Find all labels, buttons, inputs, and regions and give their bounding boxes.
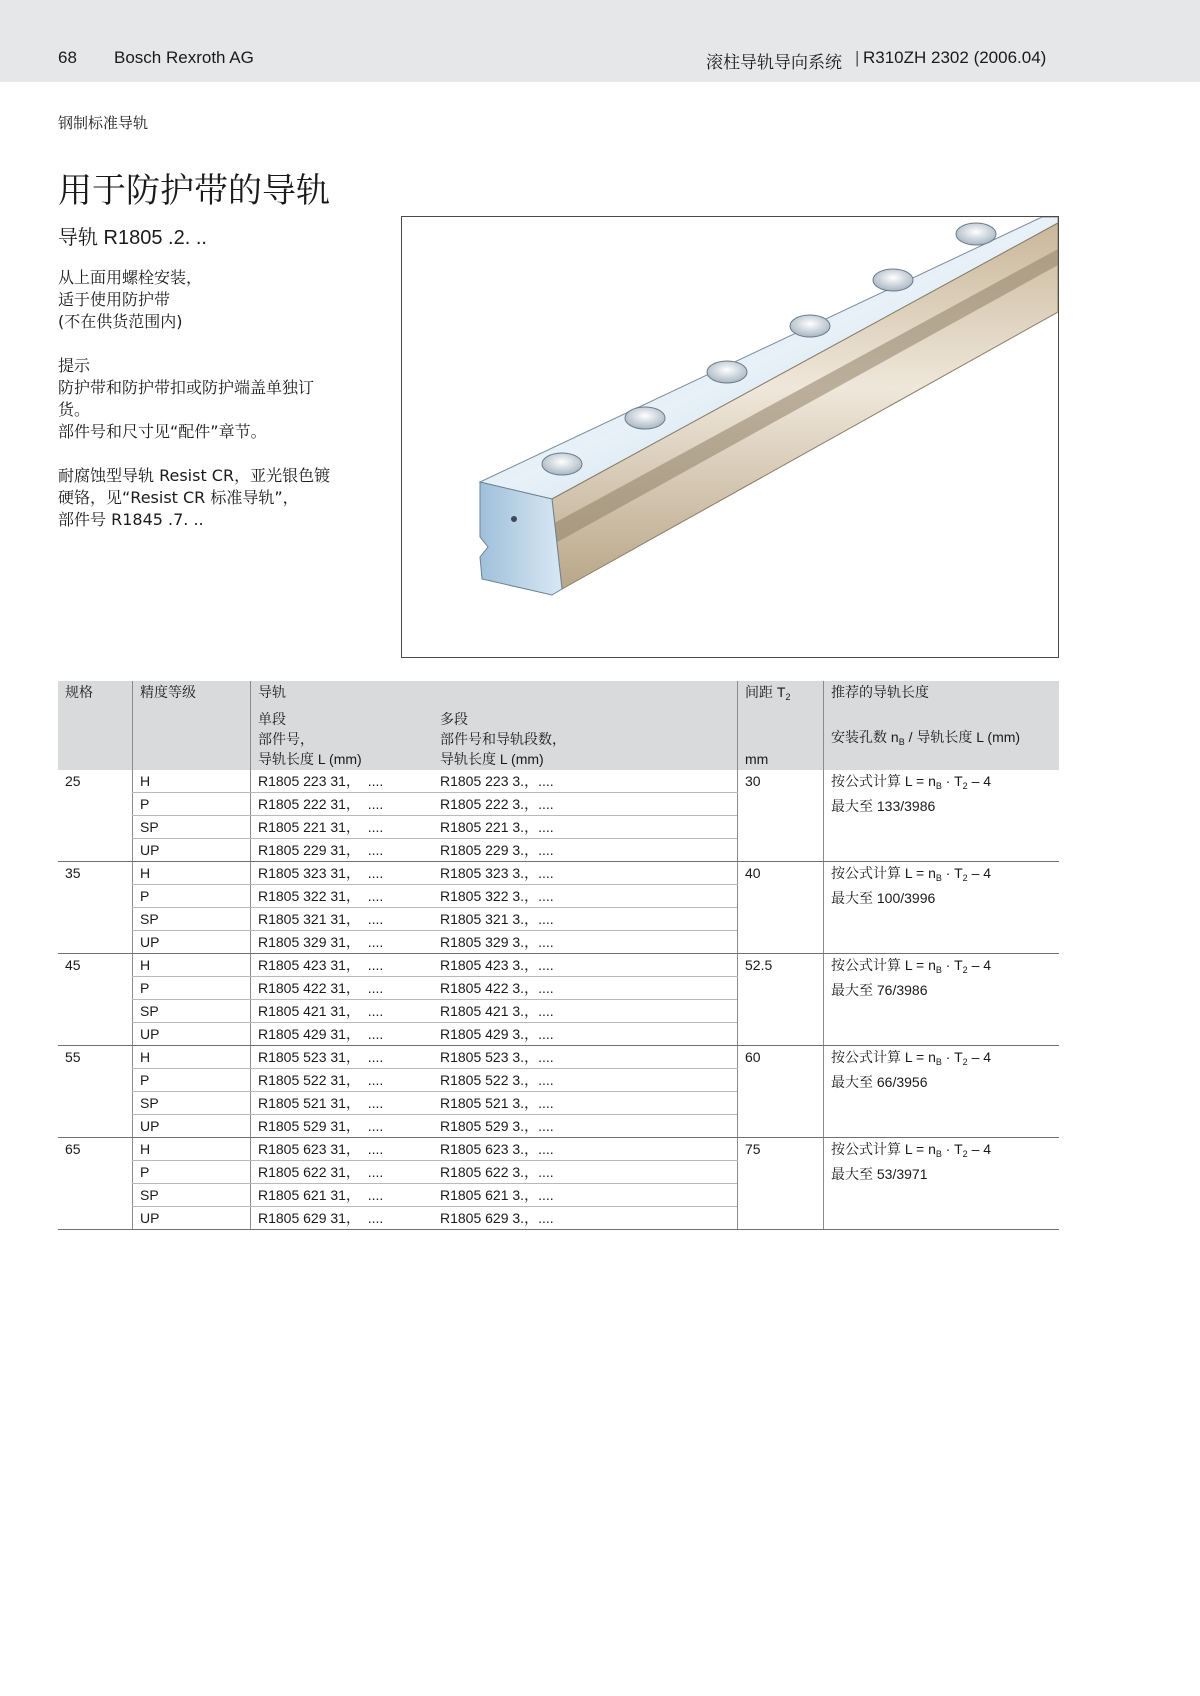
intro-line: (不在供货范围内) xyxy=(58,312,183,331)
col-spacing-unit: mm xyxy=(738,708,824,770)
page-title: 用于防护带的导轨 xyxy=(58,171,330,211)
cell-single-part: R1805 622 31， .... xyxy=(251,1161,434,1184)
cell-single-part: R1805 523 31， .... xyxy=(251,1046,434,1069)
cell-accuracy: SP xyxy=(133,1000,251,1023)
cell-multi-part: R1805 529 3.，.... xyxy=(433,1115,738,1138)
cell-single-part: R1805 429 31， .... xyxy=(251,1023,434,1046)
cell-single-part: R1805 229 31， .... xyxy=(251,839,434,862)
cell-spacing: 30 xyxy=(738,770,824,862)
cell-multi-part: R1805 321 3.，.... xyxy=(433,908,738,931)
cell-size: 35 xyxy=(58,862,133,954)
length-formula: 按公式计算 $L = n_B \cdot T_2 - 4$ xyxy=(831,1049,992,1067)
rail-illustration xyxy=(401,216,1059,658)
page-header xyxy=(0,0,1200,82)
max-length: 最大至 66/3956 xyxy=(831,1074,928,1090)
cell-accuracy: SP xyxy=(133,908,251,931)
cell-accuracy: P xyxy=(133,977,251,1000)
cell-size: 55 xyxy=(58,1046,133,1138)
max-length: 最大至 100/3996 xyxy=(831,890,936,906)
cell-single-part: R1805 321 31， .... xyxy=(251,908,434,931)
cell-accuracy: H xyxy=(133,954,251,977)
cell-single-part: R1805 623 31， .... xyxy=(251,1138,434,1161)
cell-accuracy: H xyxy=(133,862,251,885)
cell-accuracy: H xyxy=(133,770,251,793)
cell-single-part: R1805 423 31， .... xyxy=(251,954,434,977)
col-size: 规格 xyxy=(58,681,133,708)
cell-spacing: 52.5 xyxy=(738,954,824,1046)
resist-cr-note xyxy=(58,465,378,531)
max-length: 最大至 53/3971 xyxy=(831,1166,928,1182)
cell-multi-part: R1805 323 3.，.... xyxy=(433,862,738,885)
resist-line: 硬铬，见“Resist CR 标准导轨”， xyxy=(58,488,299,507)
document-reference: R310ZH 2302 (2006.04) xyxy=(863,48,1047,67)
intro-line: 适于使用防护带 xyxy=(58,290,171,309)
resist-line: 部件号 R1845 .7. .. xyxy=(58,510,204,529)
max-length: 最大至 76/3986 xyxy=(831,982,928,998)
cell-multi-part: R1805 422 3.，.... xyxy=(433,977,738,1000)
intro-line: 从上面用螺栓安装， xyxy=(58,268,203,287)
note-block xyxy=(58,355,378,443)
rail-spec-table xyxy=(58,681,1059,1230)
cell-accuracy: SP xyxy=(133,816,251,839)
cell-accuracy: H xyxy=(133,1046,251,1069)
length-formula: 按公式计算 $L = n_B \cdot T_2 - 4$ xyxy=(831,773,992,791)
length-formula: 按公式计算 $L = n_B \cdot T_2 - 4$ xyxy=(831,865,992,883)
col-accuracy: 精度等级 xyxy=(133,681,251,708)
col-multi: 多段 部件号和导轨段数， 导轨长度 L (mm) xyxy=(433,708,738,770)
table-row xyxy=(58,1046,1059,1069)
company-name: Bosch Rexroth AG xyxy=(114,48,254,67)
cell-accuracy: SP xyxy=(133,1092,251,1115)
cell-accuracy: UP xyxy=(133,1207,251,1230)
cell-multi-part: R1805 429 3.，.... xyxy=(433,1023,738,1046)
length-formula: 按公式计算 $L = n_B \cdot T_2 - 4$ xyxy=(831,1141,992,1159)
col-rail: 导轨 xyxy=(251,681,738,708)
cell-single-part: R1805 223 31， .... xyxy=(251,770,434,793)
note-line: 货。 xyxy=(58,400,91,419)
cell-size: 65 xyxy=(58,1138,133,1230)
cell-multi-part: R1805 421 3.，.... xyxy=(433,1000,738,1023)
cell-single-part: R1805 629 31， .... xyxy=(251,1207,434,1230)
cell-multi-part: R1805 521 3.，.... xyxy=(433,1092,738,1115)
cell-multi-part: R1805 223 3.，.... xyxy=(433,770,738,793)
cell-multi-part: R1805 621 3.，.... xyxy=(433,1184,738,1207)
table-row xyxy=(58,862,1059,885)
note-line: 部件号和尺寸见“配件”章节。 xyxy=(58,422,267,441)
cell-multi-part: R1805 523 3.，.... xyxy=(433,1046,738,1069)
cell-multi-part: R1805 622 3.，.... xyxy=(433,1161,738,1184)
cell-spacing: 75 xyxy=(738,1138,824,1230)
note-heading: 提示 xyxy=(58,356,91,375)
cell-accuracy: P xyxy=(133,1161,251,1184)
table-row xyxy=(58,1138,1059,1161)
cell-multi-part: R1805 222 3.，.... xyxy=(433,793,738,816)
col-single: 单段 部件号， 导轨长度 L (mm) xyxy=(251,708,434,770)
guide-rail-image xyxy=(402,217,1058,657)
max-length: 最大至 133/3986 xyxy=(831,798,936,814)
cell-multi-part: R1805 522 3.，.... xyxy=(433,1069,738,1092)
cell-accuracy: UP xyxy=(133,931,251,954)
col-spacing: 间距 $T_2$ xyxy=(738,681,824,708)
cell-single-part: R1805 529 31， .... xyxy=(251,1115,434,1138)
cell-single-part: R1805 323 31， .... xyxy=(251,862,434,885)
cell-multi-part: R1805 423 3.，.... xyxy=(433,954,738,977)
page-number: 68 xyxy=(58,48,77,67)
cell-accuracy: UP xyxy=(133,1115,251,1138)
cell-multi-part: R1805 322 3.，.... xyxy=(433,885,738,908)
cell-accuracy: P xyxy=(133,793,251,816)
cell-single-part: R1805 621 31， .... xyxy=(251,1184,434,1207)
cell-recommended-length xyxy=(824,1138,1060,1230)
cell-accuracy: P xyxy=(133,1069,251,1092)
cell-multi-part: R1805 623 3.，.... xyxy=(433,1138,738,1161)
header-separator: | xyxy=(855,48,860,67)
cell-recommended-length xyxy=(824,862,1060,954)
cell-spacing: 40 xyxy=(738,862,824,954)
cell-single-part: R1805 522 31， .... xyxy=(251,1069,434,1092)
cell-accuracy: UP xyxy=(133,1023,251,1046)
cell-single-part: R1805 221 31， .... xyxy=(251,816,434,839)
cell-accuracy: H xyxy=(133,1138,251,1161)
cell-size: 25 xyxy=(58,770,133,862)
cell-single-part: R1805 329 31， .... xyxy=(251,931,434,954)
cell-single-part: R1805 521 31， .... xyxy=(251,1092,434,1115)
cell-accuracy: SP xyxy=(133,1184,251,1207)
note-line: 防护带和防护带扣或防护端盖单独订 xyxy=(58,378,315,397)
cell-single-part: R1805 421 31， .... xyxy=(251,1000,434,1023)
cell-accuracy: UP xyxy=(133,839,251,862)
cell-recommended-length xyxy=(824,954,1060,1046)
cell-multi-part: R1805 229 3.，.... xyxy=(433,839,738,862)
document-title: 滚柱导轨导向系统 xyxy=(706,53,842,73)
cell-single-part: R1805 422 31， .... xyxy=(251,977,434,1000)
cell-single-part: R1805 322 31， .... xyxy=(251,885,434,908)
cell-recommended-length xyxy=(824,1046,1060,1138)
cell-accuracy: P xyxy=(133,885,251,908)
section-label: 钢制标准导轨 xyxy=(58,114,149,132)
cell-spacing: 60 xyxy=(738,1046,824,1138)
resist-line: 耐腐蚀型导轨 Resist CR，亚光银色镀 xyxy=(58,466,331,485)
col-length-subheader: 安装孔数 $n_B$ / 导轨长度 L (mm) xyxy=(824,708,1060,770)
table-row xyxy=(58,770,1059,793)
cell-multi-part: R1805 329 3.，.... xyxy=(433,931,738,954)
cell-recommended-length xyxy=(824,770,1060,862)
col-recommended-length: 推荐的导轨长度 xyxy=(824,681,1060,708)
cell-multi-part: R1805 629 3.，.... xyxy=(433,1207,738,1230)
cell-single-part: R1805 222 31， .... xyxy=(251,793,434,816)
cell-size: 45 xyxy=(58,954,133,1046)
table-row xyxy=(58,954,1059,977)
rail-subtitle: 导轨 R1805 .2. .. xyxy=(58,227,207,249)
intro-text xyxy=(58,267,378,333)
length-formula: 按公式计算 $L = n_B \cdot T_2 - 4$ xyxy=(831,957,992,975)
cell-multi-part: R1805 221 3.，.... xyxy=(433,816,738,839)
